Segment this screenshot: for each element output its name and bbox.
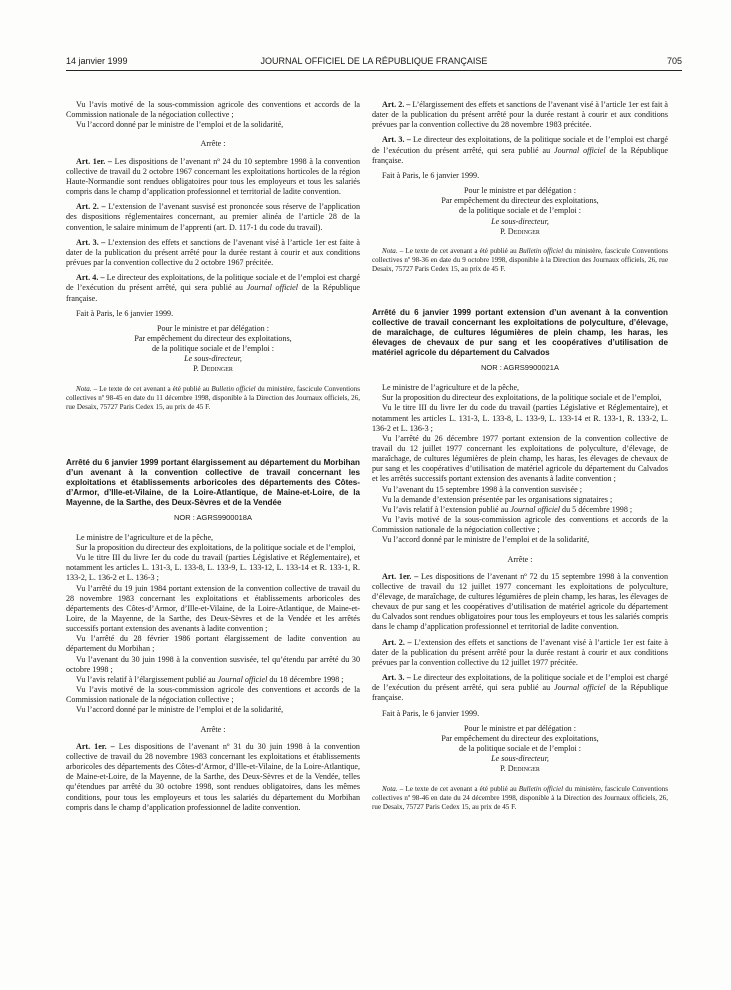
bulletin-ref: Bulletin officiel <box>211 384 256 393</box>
arrete-heading: Arrête : <box>200 139 226 149</box>
signature-title <box>66 354 360 364</box>
paragraph-text: Vu l’avis relatif à l’élargissement publié au <box>76 674 216 684</box>
nor-reference: NOR : AGRS9900021A <box>481 362 559 372</box>
article-2 <box>66 202 360 232</box>
signature-line: Pour le ministre et par délégation : <box>464 723 576 733</box>
right-column <box>372 100 668 812</box>
bulletin-ref: Bulletin officiel <box>518 784 564 793</box>
signature-title-text: Le sous-directeur, <box>491 754 549 764</box>
nota-text: Le texte de cet avenant a été publié au <box>99 384 210 393</box>
article-label: Art. 3. – <box>382 135 411 145</box>
page-header <box>66 56 682 70</box>
nota-text: Le texte de cet avenant a été publié au <box>405 246 517 255</box>
article-text: de la République française. <box>372 683 668 703</box>
nota-text: du ministère, fascicule Conventions collectives nº 98-45 en date du 11 décembre 1998, disponible à la Direction des Journaux officiels, 26, rue Desaix, 75727 Paris Cedex 15, au prix de 45 F. <box>66 384 360 411</box>
paragraph: Vu le titre III du livre Ier du code du travail (parties Législative et Réglementaire), et notamment les articles L. 131-3, L. 133-8, L. 133-9, L. 133-14 et R. 133-1, R. 133-2, L. 136-2 et L. 136-3 ; <box>372 403 668 433</box>
article-text: Les dispositions de l’avenant nº 31 du 30 juin 1998 à la convention collective de travail du 28 novembre 1983 concernant les exploitations et établissements arboricoles des départements des Côtes-d’Armor, d’Ille-et-Vilaine, de la Loire-Atlantique, de Maine-et-Loire, de la Mayenne, de la Sarthe, des Deux-Sèvres et de la Vendée, telles qu’étendues par arrêté du 30 octobre 1998, sont rendues obligatoires, dans les mêmes conditions, pour tous les employeurs et tous les salariés du département du Morbihan compris dans le champ d’application professionnel de ladite convention. <box>66 741 360 812</box>
paragraph: Vu l’accord donné par le ministre de l’emploi et de la solidarité, <box>76 120 284 130</box>
article-text: de la République française. <box>66 283 360 303</box>
signature-line: Par empêchement du directeur des exploitations, <box>134 333 292 343</box>
nor-reference: NOR : AGRS9900018A <box>174 512 252 522</box>
paragraph: Vu le titre III du livre Ier du code du travail (parties Législative et Réglementaire), et notamment les articles L. 131-3, L. 133-8, L. 133-9, L. 133-12, L. 133-14 et R. 133-1, R. 133-2, L. 136-2 et L. 136-3 ; <box>66 553 360 583</box>
paragraph: Vu l’avis motivé de la sous-commission agricole des conventions et accords de la Commission nationale de la négociation collective ; <box>372 515 668 535</box>
paragraph-text: Vu l’avis relatif à l’extension publié au <box>382 504 509 514</box>
paragraph <box>66 675 360 685</box>
paragraph: Vu l’accord donné par le ministre de l’emploi et de la solidarité, <box>76 705 284 715</box>
paragraph: Vu l’arrêté du 26 décembre 1977 portant extension de la convention collective de travail du 12 juillet 1977 concernant les exploitations de polyculture, d’élevage, de maraîchage, de cultures légumières de plein champ, les haras, les élevages de chevaux de pur sang et les coopératives d’utilisation de matériel agricole du département du Calvados et les arrêtés successifs portant extension des avenants à ladite convention ; <box>372 433 668 484</box>
article-text: Le directeur des exploitations, de la politique sociale et de l’emploi est chargé de l’exécution du présent arrêté, qui sera publié au <box>66 273 360 293</box>
signature-line: Pour le ministre et par délégation : <box>157 323 269 333</box>
nota-label: Nota. – <box>76 384 98 393</box>
left-column <box>66 100 360 813</box>
signature-title-text: Le sous-directeur, <box>491 216 549 226</box>
article-text: Le directeur des exploitations, de la politique sociale et de l’emploi est chargé de l’exécution du présent arrêté, qui sera publié au <box>372 135 668 155</box>
journal-officiel-ref: Journal officiel <box>554 145 606 155</box>
paragraph: Vu l’avenant du 30 juin 1998 à la convention susvisée, tel qu’étendu par arrêté du 30 octobre 1998 ; <box>66 654 360 674</box>
paragraph: Vu l’arrêté du 28 février 1986 portant élargissement de ladite convention au département du Morbihan ; <box>66 634 360 654</box>
nota-label: Nota. – <box>382 784 404 793</box>
header-page-number: 705 <box>666 56 682 66</box>
nota-text: du ministère, fascicule Conventions collectives nº 98-36 en date du 9 octobre 1998, disponible à la Direction des Journaux officiels, 26, rue Desaix, 75727 Paris Cedex 15, au prix de 45 F. <box>372 246 668 273</box>
journal-officiel-ref: Journal officiel <box>510 504 560 514</box>
decree-title: Arrêté du 6 janvier 1999 portant élargissement au département du Morbihan d’un avenant à la convention collective de travail concernant les exploitations et établissements arboricoles des départements des Côtes-d’Armor, d’Ille-et-Vilaine, de la Loire-Atlantique, de Maine-et-Loire, de la Mayenne, de la Sarthe, des Deux-Sèvres et de la Vendée <box>66 457 360 507</box>
signatory-name: P. Dedinger <box>500 764 540 774</box>
article-text: Les dispositions de l’avenant nº 24 du 10 septembre 1998 à la convention collective de travail du 2 octobre 1967 concernant les exploitations horticoles de la région Haute-Normandie sont rendues obligatoires pour tous les employeurs et tous les salariés compris dans le champ d’application professionnel et territorial de ladite convention. <box>66 156 361 197</box>
article-4 <box>66 273 360 303</box>
nota-text: Le texte de cet avenant a été publié au <box>405 784 517 793</box>
paragraph: Vu l’avenant du 15 septembre 1998 à la convention susvisée ; <box>382 484 583 494</box>
article-text: de la République française. <box>372 145 668 165</box>
paragraph: Sur la proposition du directeur des exploitations, de la politique sociale et de l’emploi, <box>382 393 662 403</box>
signature-title <box>372 754 668 764</box>
article-2 <box>372 100 668 130</box>
signature-line: de la politique sociale et de l’emploi : <box>151 344 275 354</box>
nota <box>372 247 668 274</box>
decree-title: Arrêté du 6 janvier 1999 portant extension d’un avenant à la convention collective de travail concernant les exploitations de polyculture, d’élevage, de maraîchage, de cultures légumières de plein champ, les haras, les élevages de chevaux de pur sang et les coopératives d’utilisation de matériel agricole du département du Calvados <box>372 307 668 357</box>
paragraph: Le ministre de l’agriculture et de la pêche, <box>76 532 214 542</box>
paragraph <box>372 505 668 515</box>
place-date: Fait à Paris, le 6 janvier 1999. <box>76 308 174 318</box>
article-3 <box>66 238 360 268</box>
signatory-name: P. Dedinger <box>193 364 233 374</box>
article-1 <box>372 572 668 633</box>
place-date: Fait à Paris, le 6 janvier 1999. <box>382 170 480 180</box>
paragraph: Vu l’accord donné par le ministre de l’emploi et de la solidarité, <box>382 535 590 545</box>
signatory-name: P. Dedinger <box>500 226 540 236</box>
article-text: L’extension de l’avenant susvisé est prononcée sous réserve de l’application des dispositions réglementaires concernant, au premier alinéa de l’article 28 de la convention, le salaire minimum de l’apprenti (art. D. 117-1 du code du travail). <box>66 202 360 232</box>
paragraph: Vu l’avis motivé de la sous-commission agricole des conventions et accords de la Commission nationale de la négociation collective ; <box>66 100 360 120</box>
article-text: Les dispositions de l’avenant nº 72 du 15 septembre 1998 à la convention collective de travail du 12 juillet 1977 concernant les exploitations de polyculture, d’élevage, de maraîchage, de cultures légumières de plein champ, les haras, les élevages de chevaux de pur sang et les coopératives d’utilisation de matériel agricole du département du Calvados sont rendues obligatoires pour tous les employeurs et tous les salariés compris dans le champ d’application professionnel et territorial de ladite convention. <box>372 571 668 632</box>
signature-line: de la politique sociale et de l’emploi : <box>458 744 582 754</box>
header-rule <box>66 70 682 71</box>
nota-text: du ministère, fascicule Conventions collectives nº 98-46 en date du 24 décembre 1998, disponible à la Direction des Journaux officiels, 26, rue Desaix, 75727 Paris Cedex 15, au prix de 45 F. <box>372 784 668 811</box>
paragraph: Vu la demande d’extension présentée par les organisations signataires ; <box>382 494 613 504</box>
article-3 <box>372 135 668 165</box>
article-label: Art. 1er. – <box>76 741 115 751</box>
nota <box>372 785 668 812</box>
paragraph: Le ministre de l’agriculture et de la pêche, <box>382 383 520 393</box>
signature-line: Par empêchement du directeur des exploitations, <box>441 733 599 743</box>
header-date: 14 janvier 1999 <box>66 56 128 66</box>
signature-line: Pour le ministre et par délégation : <box>464 186 576 196</box>
paragraph-text: du 5 décembre 1998 ; <box>562 504 633 514</box>
signature-title <box>372 217 668 227</box>
article-label: Art. 4. – <box>76 273 105 283</box>
article-text: Le directeur des exploitations, de la politique sociale et de l’emploi est chargé de l’exécution du présent arrêté, qui sera publié au <box>372 673 668 693</box>
signature-line: Par empêchement du directeur des exploitations, <box>441 196 599 206</box>
bulletin-ref: Bulletin officiel <box>518 246 564 255</box>
journal-officiel-ref: Journal officiel <box>246 283 299 293</box>
journal-officiel-ref: Journal officiel <box>554 683 606 693</box>
article-label: Art. 1er. – <box>382 571 419 581</box>
paragraph-text: du 18 décembre 1998 ; <box>269 674 344 684</box>
article-label: Art. 3. – <box>76 237 106 247</box>
article-label: Art. 3. – <box>382 673 411 683</box>
article-text: L’élargissement des effets et sanctions de l’avenant visé à l’article 1er est fait à dater de la publication du présent arrêté pour la durée restant à courir et aux conditions prévues par la convention collective du 28 novembre 1983 précitée. <box>372 100 668 130</box>
article-label: Art. 1er. – <box>76 156 112 166</box>
article-text: L’extension des effets et sanctions de l’avenant visé à l’article 1er est faite à dater de la publication du présent arrêté pour la durée restant à courir et aux conditions prévues par la convention collective du 12 juillet 1977 précitée. <box>372 637 668 667</box>
article-label: Art. 2. – <box>382 100 411 109</box>
arrete-heading: Arrête : <box>507 554 533 564</box>
place-date: Fait à Paris, le 6 janvier 1999. <box>382 708 480 718</box>
paragraph: Vu l’avis motivé de la sous-commission agricole des conventions et accords de la Commission nationale de la négociation collective ; <box>66 685 360 705</box>
arrete-heading: Arrête : <box>200 724 226 734</box>
signature-title-text: Le sous-directeur, <box>184 354 242 364</box>
article-1 <box>66 157 360 198</box>
journal-officiel-ref: Journal officiel <box>217 674 268 684</box>
paragraph: Vu l’arrêté du 19 juin 1984 portant extension de la convention collective de travail du 28 novembre 1983 concernant les exploitations et établissements arboricoles des départements des Côtes-d’Armor, d’Ille-et-Vilaine, de la Loire-Atlantique, de Maine-et-Loire, de la Mayenne, de la Sarthe, des Deux-Sèvres et de la Vendée et les arrêtés successifs portant extension des avenants à ladite convention ; <box>66 583 360 634</box>
article-label: Art. 2. – <box>76 202 106 212</box>
article-label: Art. 2. – <box>382 637 412 647</box>
article-text: L’extension des effets et sanctions de l’avenant visé à l’article 1er est faite à dater de la publication du présent arrêté pour la durée restant à courir et aux conditions prévues par la convention collective du 2 octobre 1967 précitée. <box>66 237 360 268</box>
header-journal-title: JOURNAL OFFICIEL DE LA RÉPUBLIQUE FRANÇAISE <box>260 56 488 66</box>
paragraph: Sur la proposition du directeur des exploitations, de la politique sociale et de l’emploi, <box>76 542 356 552</box>
signature-line: de la politique sociale et de l’emploi : <box>458 206 582 216</box>
nota-label: Nota. – <box>382 246 404 255</box>
nota <box>66 385 360 412</box>
article-2 <box>372 638 668 668</box>
article-3 <box>372 673 668 703</box>
article-1 <box>66 742 360 813</box>
